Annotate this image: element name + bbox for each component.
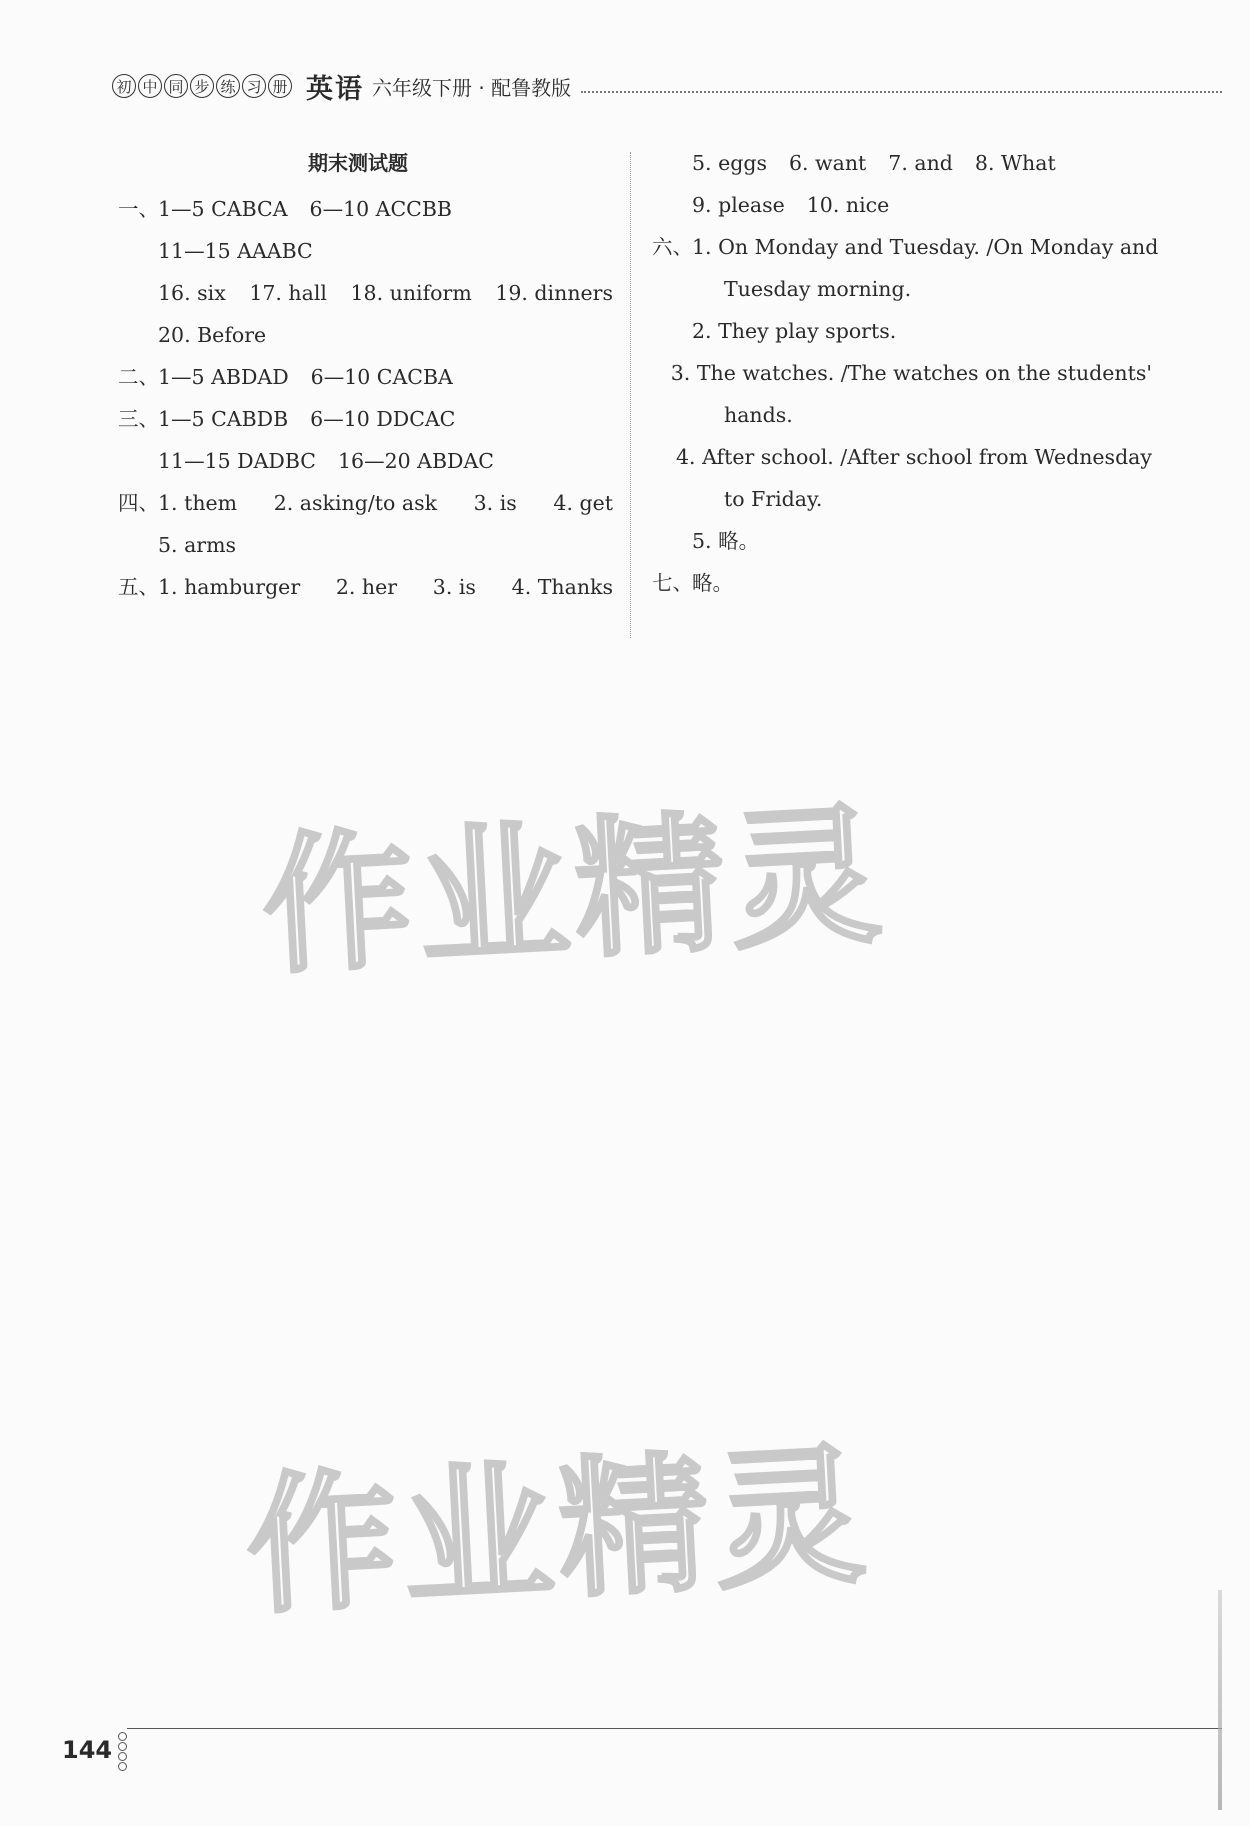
answer-item: 略。 xyxy=(692,571,733,595)
answer-item: 1—5 CABDB xyxy=(158,407,289,431)
answer-line xyxy=(652,436,1152,478)
edition-label: 六年级下册 · 配鲁教版 xyxy=(372,75,572,100)
answer-body xyxy=(158,230,313,272)
section-number xyxy=(118,524,158,566)
answer-item: 5. eggs xyxy=(692,151,767,175)
answer-body xyxy=(158,440,494,482)
section-number xyxy=(118,440,158,482)
section-title: 期末测试题 xyxy=(308,151,408,175)
answer-item: 9. please xyxy=(692,193,785,217)
answer-body xyxy=(692,226,1158,268)
answer-line xyxy=(652,520,1152,562)
footer-rule xyxy=(127,1728,1222,1729)
series-char: 习 xyxy=(242,74,266,98)
answer-body xyxy=(692,142,1056,184)
section-number xyxy=(652,184,692,226)
answer-item: 1. On Monday and Tuesday. /On Monday and xyxy=(692,235,1159,259)
answer-line xyxy=(652,142,1152,184)
section-number: 六、 xyxy=(652,235,693,259)
series-title xyxy=(112,74,292,98)
answer-item: 7. and xyxy=(888,151,953,175)
answer-line xyxy=(652,184,1152,226)
answer-body xyxy=(158,356,453,398)
section-number: 四、 xyxy=(118,491,159,515)
answer-item: 16. six xyxy=(158,281,226,305)
answer-item: 4. After school. /After school from Wednesday xyxy=(676,445,1152,469)
answer-item: 2. her xyxy=(335,575,398,599)
answer-line xyxy=(652,268,1152,310)
series-char: 册 xyxy=(268,74,292,98)
answer-item: 3. The watches. /The watches on the students' xyxy=(670,361,1152,385)
section-number xyxy=(652,352,671,394)
answer-item: 19. dinners xyxy=(495,281,613,305)
answer-item: 10. nice xyxy=(806,193,890,217)
section-number: 七、 xyxy=(652,571,693,595)
section-number xyxy=(652,478,724,520)
answer-line xyxy=(118,356,618,398)
section-number xyxy=(118,272,158,314)
answer-body xyxy=(724,268,911,310)
page-number: 144 xyxy=(62,1736,113,1764)
section-number xyxy=(118,314,158,356)
series-char: 中 xyxy=(138,74,162,98)
answer-line xyxy=(118,314,618,356)
header-dotted-rule xyxy=(581,91,1222,93)
page-edge-shadow xyxy=(1218,1590,1222,1810)
answer-item: 11—15 AAABC xyxy=(158,239,313,263)
answer-item: 18. uniform xyxy=(350,281,472,305)
answer-item: 6. want xyxy=(788,151,867,175)
page-header xyxy=(112,66,1222,106)
answer-item: to Friday. xyxy=(724,487,823,511)
section-number xyxy=(118,230,158,272)
answer-line xyxy=(652,352,1152,394)
answer-item: 2. They play sports. xyxy=(692,319,897,343)
answer-body xyxy=(158,566,613,608)
answer-line xyxy=(118,482,618,524)
answer-body xyxy=(692,562,733,604)
answer-item: 1. hamburger xyxy=(158,575,301,599)
answer-line xyxy=(118,272,618,314)
section-number xyxy=(652,436,676,478)
answer-body xyxy=(724,478,822,520)
answer-item: 20. Before xyxy=(158,323,267,347)
column-divider xyxy=(630,152,631,638)
answer-body xyxy=(158,314,266,356)
answer-item: 1—5 ABDAD xyxy=(158,365,289,389)
answer-item: 6—10 ACCBB xyxy=(309,197,452,221)
series-char: 步 xyxy=(190,74,214,98)
footer-decoration xyxy=(118,1732,127,1772)
answer-item: 2. asking/to ask xyxy=(273,491,438,515)
watermark: 作业精灵 xyxy=(258,788,891,996)
answer-item: 6—10 DDCAC xyxy=(310,407,456,431)
answer-line xyxy=(118,230,618,272)
answer-item: 5. arms xyxy=(158,533,237,557)
answer-item: 3. is xyxy=(473,491,517,515)
subject-title: 英语 xyxy=(306,73,364,105)
answer-item: 11—15 DADBC xyxy=(158,449,316,473)
answer-line xyxy=(118,566,618,608)
section-number xyxy=(652,142,692,184)
answer-item: 8. What xyxy=(974,151,1056,175)
answer-item: 3. is xyxy=(432,575,476,599)
answer-item: 6—10 CACBA xyxy=(310,365,453,389)
series-char: 初 xyxy=(112,74,136,98)
answer-line xyxy=(652,562,1152,604)
answers-left-column xyxy=(118,142,618,608)
answer-line xyxy=(652,394,1152,436)
answer-body xyxy=(692,520,759,562)
answers-right-column xyxy=(652,142,1159,604)
answer-body xyxy=(158,482,613,524)
section-number xyxy=(652,310,692,352)
section-number xyxy=(652,520,692,562)
answer-body xyxy=(692,184,889,226)
answer-body xyxy=(692,310,896,352)
answer-item: 4. Thanks xyxy=(511,575,613,599)
answer-line xyxy=(652,226,1159,268)
answer-item: hands. xyxy=(724,403,793,427)
answer-line xyxy=(118,440,618,482)
answer-body xyxy=(158,524,236,566)
answer-line xyxy=(652,478,1152,520)
answer-body xyxy=(158,188,452,230)
answer-item: 4. get xyxy=(553,491,613,515)
answer-item: 1—5 CABCA xyxy=(158,197,288,221)
section-number xyxy=(652,268,724,310)
series-char: 同 xyxy=(164,74,188,98)
answer-item: 17. hall xyxy=(249,281,327,305)
answer-item: 5. 略。 xyxy=(692,529,760,553)
section-number: 二、 xyxy=(118,365,159,389)
section-number: 五、 xyxy=(118,575,159,599)
series-char: 练 xyxy=(216,74,240,98)
watermark: 作业精灵 xyxy=(242,1428,875,1636)
answer-line xyxy=(652,310,1152,352)
answer-body xyxy=(724,394,793,436)
section-number: 一、 xyxy=(118,197,159,221)
answer-body xyxy=(671,352,1152,394)
section-number xyxy=(652,394,724,436)
section-number: 三、 xyxy=(118,407,159,431)
answer-item: Tuesday morning. xyxy=(724,277,912,301)
answer-line xyxy=(118,188,618,230)
answer-item: 16—20 ABDAC xyxy=(338,449,494,473)
answer-line xyxy=(118,524,618,566)
answer-body xyxy=(158,398,455,440)
answer-body xyxy=(158,272,613,314)
answer-body xyxy=(676,436,1152,478)
answer-item: 1. them xyxy=(158,491,238,515)
answer-line xyxy=(118,398,618,440)
